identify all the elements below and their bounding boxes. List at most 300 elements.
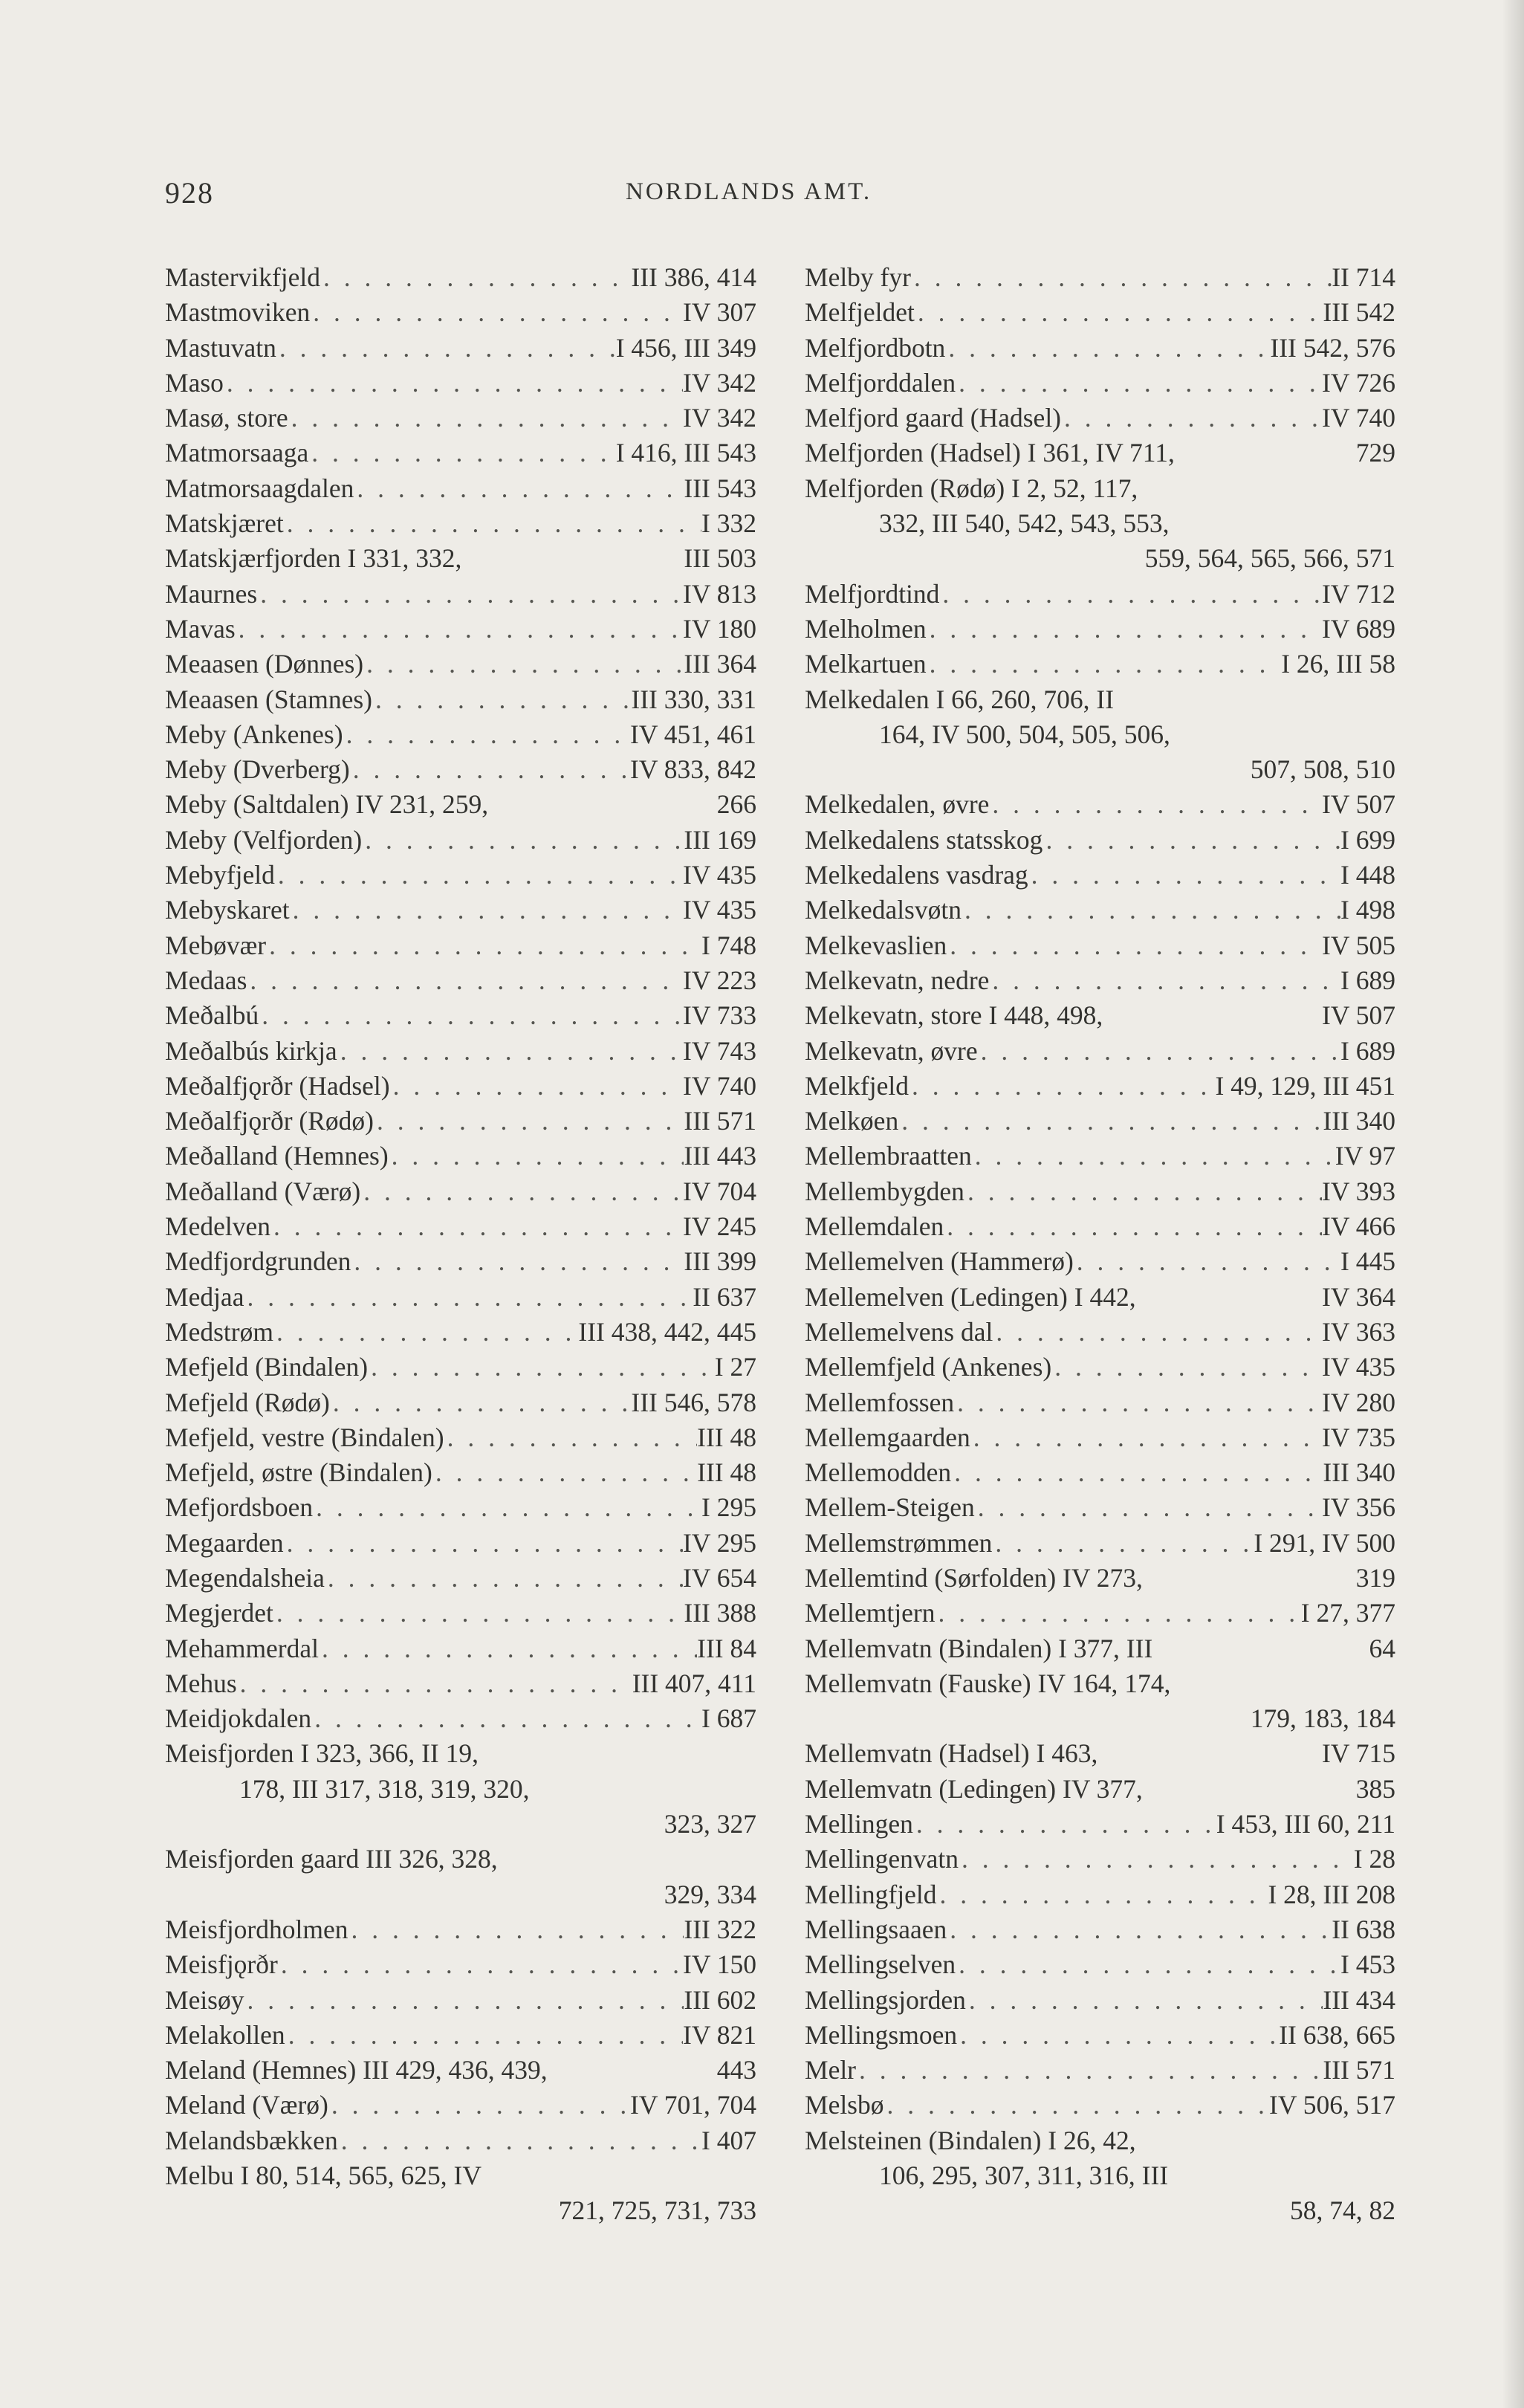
entry-name: Meby (Ankenes) — [165, 719, 343, 749]
entry-references: III 84 — [697, 1633, 756, 1663]
entry-line — [165, 647, 756, 682]
dot-leader — [898, 1104, 1323, 1139]
entry-name: Melholmen — [805, 613, 927, 644]
entry-references: I 456, III 349 — [615, 332, 756, 363]
entry-line — [805, 1420, 1395, 1455]
entry-name: Mellingenvatn — [805, 1844, 959, 1874]
index-entry — [805, 260, 1395, 295]
entry-name: Mebøvær — [165, 930, 267, 960]
dot-leader — [360, 1174, 683, 1209]
entry-continuation-right: 559, 564, 565, 566, 571 — [1144, 543, 1395, 574]
entry-name: Melkevatn, store I 448, 498, — [805, 1000, 1103, 1031]
index-entry — [805, 1209, 1395, 1244]
dot-leader — [244, 1983, 684, 2018]
entry-line — [805, 893, 1395, 928]
index-entry — [805, 1561, 1395, 1596]
index-entry — [165, 436, 756, 470]
page-header — [165, 175, 1395, 213]
entry-line — [805, 1736, 1395, 1771]
dot-leader — [257, 577, 683, 612]
entry-line — [165, 331, 756, 366]
index-entry — [805, 1842, 1395, 1877]
dot-leader — [956, 1947, 1340, 1982]
dot-leader — [936, 1877, 1268, 1912]
entry-line — [165, 717, 756, 752]
index-entry — [165, 1455, 756, 1490]
entry-references: III 388 — [684, 1598, 756, 1628]
dot-leader — [354, 471, 684, 506]
index-entry — [165, 260, 756, 295]
entry-name: Mellemvatn (Bindalen) I 377, III — [805, 1633, 1153, 1663]
index-entry — [805, 1947, 1395, 1982]
index-entry — [165, 1209, 756, 1244]
index-entry — [165, 1947, 756, 1982]
entry-references: IV 712 — [1322, 578, 1395, 609]
dot-leader — [236, 612, 683, 647]
dot-leader — [374, 1104, 684, 1139]
dot-leader — [992, 1526, 1254, 1561]
index-entry — [805, 295, 1395, 330]
entry-name: Meðalland (Værø) — [165, 1176, 361, 1206]
entry-name: Meisøy — [165, 1984, 244, 2015]
index-entry — [165, 1912, 756, 1947]
entry-name: Mehus — [165, 1668, 237, 1698]
entry-name: Mellembygden — [805, 1176, 964, 1206]
entry-name: Meðalland (Hemnes) — [165, 1141, 389, 1171]
entry-name: Megjerdet — [165, 1598, 273, 1628]
entry-line — [805, 1772, 1395, 1807]
entry-name: Mellingsmoen — [805, 2019, 958, 2050]
entry-line — [805, 823, 1395, 858]
entry-references: IV 466 — [1322, 1211, 1395, 1242]
index-entry — [165, 1034, 756, 1069]
entry-line — [165, 1139, 756, 1174]
index-entry — [805, 1807, 1395, 1842]
dot-leader — [337, 1034, 683, 1069]
dot-leader — [939, 577, 1322, 612]
dot-leader — [1051, 1350, 1322, 1385]
entry-references: III 407, 411 — [632, 1668, 756, 1698]
index-column-right — [805, 260, 1395, 2229]
entry-line — [805, 1877, 1395, 1912]
dot-leader — [1028, 858, 1340, 893]
index-entry — [165, 1842, 756, 1912]
entry-name: Meisfjorden I 323, 366, II 19, — [165, 1738, 479, 1769]
entry-continuation-right: 721, 725, 731, 733 — [558, 2195, 756, 2226]
index-entry — [805, 1912, 1395, 1947]
entry-name: Mefjeld, vestre (Bindalen) — [165, 1422, 444, 1452]
entry-references: IV 833, 842 — [630, 754, 756, 785]
entry-line — [805, 1209, 1395, 1244]
entry-references: IV 435 — [683, 860, 756, 890]
entry-line — [165, 682, 756, 717]
dot-leader — [1074, 1244, 1340, 1279]
entry-line — [165, 787, 756, 822]
index-entry — [805, 331, 1395, 366]
entry-references: III 386, 414 — [631, 262, 756, 292]
entry-line — [165, 1736, 756, 1771]
entry-references: IV 813 — [683, 578, 756, 609]
dot-leader — [320, 260, 631, 295]
entry-name: Maurnes — [165, 578, 258, 609]
entry-references: I 28 — [1353, 1844, 1395, 1874]
entry-references: I 27 — [714, 1352, 756, 1382]
entry-name: Maso — [165, 367, 224, 398]
index-entry — [165, 1139, 756, 1174]
entry-name: Megaarden — [165, 1527, 284, 1558]
entry-line — [805, 1385, 1395, 1420]
dot-leader — [947, 928, 1322, 963]
entry-references: IV 280 — [1322, 1387, 1395, 1417]
entry-name: Mellembraatten — [805, 1141, 972, 1171]
dot-leader — [993, 1315, 1322, 1350]
entry-references: 319 — [1355, 1562, 1395, 1593]
index-entry — [805, 823, 1395, 858]
index-entry — [805, 612, 1395, 647]
entry-name: Melby fyr — [805, 262, 911, 292]
entry-line — [805, 1174, 1395, 1209]
index-entry — [805, 858, 1395, 893]
index-entry — [165, 1244, 756, 1279]
entry-line — [165, 1280, 756, 1315]
entry-line — [805, 998, 1395, 1033]
entry-name: Mellemfossen — [805, 1387, 955, 1417]
entry-references: I 689 — [1340, 1035, 1395, 1066]
entry-name: Medjaa — [165, 1281, 244, 1312]
entry-references: III 330, 331 — [631, 684, 756, 714]
entry-line — [165, 1174, 756, 1209]
index-entry — [805, 928, 1395, 963]
entry-name: Meland (Hemnes) III 429, 436, 439, — [165, 2055, 548, 2085]
entry-line — [805, 1983, 1395, 2018]
entry-name: Melr — [805, 2055, 857, 2085]
entry-references: III 434 — [1323, 1984, 1395, 2015]
entry-line — [165, 928, 756, 963]
index-entry — [165, 682, 756, 717]
entry-line — [165, 1455, 756, 1490]
dot-leader — [975, 1490, 1322, 1525]
index-entry — [165, 963, 756, 998]
entry-references: IV 704 — [683, 1176, 756, 1206]
entry-name: Mellemvatn (Ledingen) IV 377, — [805, 1773, 1143, 1804]
dot-leader — [856, 2053, 1323, 2088]
index-entry — [805, 401, 1395, 436]
entry-references: IV 342 — [683, 403, 756, 433]
entry-continuation-right: 329, 334 — [664, 1879, 756, 1909]
index-entry — [165, 577, 756, 612]
dot-leader — [237, 1666, 632, 1701]
index-entry — [165, 2088, 756, 2123]
entry-references: I 445 — [1340, 1246, 1395, 1277]
entry-references: I 453 — [1340, 1949, 1395, 1980]
dot-leader — [273, 1315, 578, 1350]
entry-line — [805, 1490, 1395, 1525]
entry-references: I 28, III 208 — [1268, 1879, 1395, 1909]
dot-leader — [310, 295, 683, 330]
entry-name: Mellingsjorden — [805, 1984, 966, 2015]
dot-leader — [1061, 401, 1322, 436]
entry-name: Melakollen — [165, 2019, 285, 2050]
index-entry — [165, 1631, 756, 1666]
entry-line — [805, 260, 1395, 295]
entry-name: Mellemelven (Hammerø) — [805, 1246, 1074, 1277]
entry-continuation: 164, IV 500, 504, 505, 506, — [879, 719, 1170, 749]
index-column-left — [165, 260, 756, 2229]
entry-name: Melfjeldet — [805, 297, 915, 328]
index-entry — [165, 471, 756, 506]
page-edge-shadow — [1502, 0, 1524, 2408]
entry-line — [165, 366, 756, 401]
entry-name: Meaasen (Stamnes) — [165, 684, 372, 714]
entry-name: Melkedalen, øvre — [805, 789, 990, 820]
entry-references: I 27, 377 — [1300, 1598, 1395, 1628]
entry-references: I 26, III 58 — [1281, 649, 1395, 679]
entry-line — [805, 2018, 1395, 2053]
entry-references: IV 506, 517 — [1269, 2090, 1395, 2120]
entry-name: Meby (Velfjorden) — [165, 824, 363, 855]
entry-name: Medaas — [165, 965, 247, 995]
entry-line — [165, 1842, 756, 1877]
entry-references: IV 180 — [683, 613, 756, 644]
entry-references: III 364 — [684, 649, 756, 679]
entry-name: Melkedalen I 66, 260, 706, II — [805, 684, 1115, 714]
entry-name: Mellingselven — [805, 1949, 956, 1980]
entry-line — [165, 471, 756, 506]
entry-line — [805, 858, 1395, 893]
dot-leader — [1043, 823, 1340, 858]
entry-references: III 340 — [1323, 1106, 1395, 1136]
entry-name: Mellingen — [805, 1809, 913, 1839]
entry-line — [165, 823, 756, 858]
entry-line — [165, 1420, 756, 1455]
dot-leader — [288, 401, 683, 436]
entry-line — [805, 1596, 1395, 1631]
entry-line — [805, 1104, 1395, 1139]
dot-leader — [368, 1350, 715, 1385]
entry-references: I 416, III 543 — [615, 438, 756, 468]
entry-name: Mellemtind (Sørfolden) IV 273, — [805, 1562, 1143, 1593]
entry-line — [165, 998, 756, 1033]
entry-line — [805, 1631, 1395, 1666]
entry-name: Meisfjordholmen — [165, 1914, 348, 1944]
entry-name: Meby (Dverberg) — [165, 754, 350, 785]
dot-leader — [970, 1420, 1322, 1455]
entry-line — [805, 1807, 1395, 1842]
entry-line — [165, 506, 756, 541]
dot-leader — [957, 2018, 1279, 2053]
dot-leader — [966, 1983, 1323, 2018]
entry-line — [165, 1983, 756, 2018]
entry-line — [805, 577, 1395, 612]
index-entry — [165, 823, 756, 858]
entry-references: 266 — [716, 789, 756, 820]
entry-line — [805, 1069, 1395, 1104]
entry-continuation-right: 507, 508, 510 — [1250, 754, 1395, 785]
index-entry — [165, 1561, 756, 1596]
entry-references: III 322 — [684, 1914, 756, 1944]
entry-name: Melandsbækken — [165, 2125, 338, 2155]
entry-line — [165, 295, 756, 330]
dot-leader — [927, 612, 1322, 647]
entry-name: Masø, store — [165, 403, 288, 433]
entry-line — [165, 2018, 756, 2053]
entry-references: IV 701, 704 — [630, 2090, 756, 2120]
index-entry — [165, 2053, 756, 2088]
entry-references: III 602 — [684, 1984, 756, 2015]
index-entry — [805, 963, 1395, 998]
entry-references: IV 733 — [683, 1000, 756, 1031]
entry-line — [805, 436, 1395, 470]
index-entry — [165, 1420, 756, 1455]
index-entry — [805, 1736, 1395, 1771]
entry-line — [165, 1315, 756, 1350]
entry-references: IV 715 — [1322, 1738, 1395, 1769]
entry-references: IV 726 — [1322, 367, 1395, 398]
index-entry — [805, 1385, 1395, 1420]
dot-leader — [945, 331, 1270, 366]
entry-name: Melkedalens statsskog — [805, 824, 1043, 855]
entry-line — [165, 893, 756, 928]
dot-leader — [338, 2123, 701, 2158]
entry-references: II 714 — [1332, 262, 1395, 292]
index-entry — [165, 858, 756, 893]
dot-leader — [285, 2018, 683, 2053]
entry-name: Mefjeld, østre (Bindalen) — [165, 1457, 432, 1488]
dot-leader — [351, 1244, 684, 1279]
entry-references: II 637 — [693, 1281, 756, 1312]
entry-name: Melsteinen (Bindalen) I 26, 42, — [805, 2125, 1136, 2155]
entry-name: Mebyfjeld — [165, 860, 275, 890]
entry-line — [805, 787, 1395, 822]
index-entry — [165, 1315, 756, 1350]
entry-line — [805, 366, 1395, 401]
entry-references: IV 364 — [1322, 1281, 1395, 1312]
entry-references: IV 507 — [1322, 1000, 1395, 1031]
entry-references: I 407 — [701, 2125, 756, 2155]
entry-name: Melkevatn, øvre — [805, 1035, 978, 1066]
dot-leader — [273, 1596, 684, 1631]
entry-line — [165, 858, 756, 893]
index-entry — [805, 1877, 1395, 1912]
dot-leader — [935, 1596, 1300, 1631]
entry-references: I 295 — [701, 1492, 756, 1523]
index-entry — [805, 436, 1395, 470]
entry-name: Mellemgaarden — [805, 1422, 970, 1452]
entry-references: III 438, 442, 445 — [578, 1316, 756, 1347]
entry-name: Mellemvatn (Hadsel) I 463, — [805, 1738, 1098, 1769]
index-entry — [165, 2018, 756, 2053]
entry-references: III 503 — [684, 543, 756, 574]
entry-name: Melfjorden (Rødø) I 2, 52, 117, — [805, 473, 1138, 503]
index-entry — [805, 647, 1395, 682]
index-entry — [805, 1772, 1395, 1807]
entry-line — [165, 1209, 756, 1244]
entry-references: III 543 — [684, 473, 756, 503]
entry-name: Meisfjǫrðr — [165, 1949, 278, 1980]
index-entry — [165, 1385, 756, 1420]
index-entry — [165, 787, 756, 822]
dot-leader — [319, 1631, 697, 1666]
entry-name: Meðalbús kirkja — [165, 1035, 337, 1066]
entry-line — [805, 1280, 1395, 1315]
entry-continuation-right: 58, 74, 82 — [1290, 2195, 1395, 2226]
dot-leader — [362, 823, 684, 858]
entry-references: I 689 — [1340, 965, 1395, 995]
index-entry — [165, 366, 756, 401]
entry-references: IV 654 — [683, 1562, 756, 1593]
index-entry — [805, 893, 1395, 928]
entry-name: Matskjæret — [165, 508, 284, 539]
entry-name: Mellemelvens dal — [805, 1316, 993, 1347]
entry-name: Melfjordbotn — [805, 332, 946, 363]
index-entry — [165, 1490, 756, 1525]
entry-name: Meðalfjǫrðr (Hadsel) — [165, 1070, 390, 1101]
index-entry — [805, 2018, 1395, 2053]
index-entry — [165, 998, 756, 1033]
entry-continuation: 332, III 540, 542, 543, 553, — [879, 508, 1170, 539]
dot-leader — [311, 1701, 701, 1736]
dot-leader — [989, 787, 1322, 822]
dot-leader — [972, 1139, 1335, 1174]
dot-leader — [989, 963, 1340, 998]
entry-line — [165, 1912, 756, 1947]
entry-line — [805, 1842, 1395, 1877]
index-entry — [165, 893, 756, 928]
entry-line — [805, 1455, 1395, 1490]
dot-leader — [964, 1174, 1322, 1209]
entry-references: IV 740 — [683, 1070, 756, 1101]
entry-references: III 443 — [684, 1141, 756, 1171]
dot-leader — [330, 1385, 632, 1420]
entry-references: III 571 — [1323, 2055, 1395, 2085]
entry-name: Megendalsheia — [165, 1562, 325, 1593]
index-entry — [165, 2123, 756, 2158]
entry-references: I 687 — [701, 1703, 756, 1734]
entry-references: I 699 — [1340, 824, 1395, 855]
entry-continuation-right: 323, 327 — [664, 1809, 756, 1839]
entry-line — [165, 2088, 756, 2123]
dot-leader — [290, 893, 683, 928]
dot-leader — [951, 1455, 1323, 1490]
index-entry — [805, 577, 1395, 612]
index-entry — [165, 612, 756, 647]
entry-references: III 542 — [1323, 297, 1395, 328]
entry-name: Mastmoviken — [165, 297, 311, 328]
dot-leader — [343, 717, 630, 752]
index-entry — [165, 1596, 756, 1631]
entry-line — [165, 1034, 756, 1069]
entry-name: Melkfjeld — [805, 1070, 909, 1101]
entry-line — [805, 2123, 1395, 2158]
dot-leader — [884, 2088, 1270, 2123]
entry-name: Melfjord gaard (Hadsel) — [805, 403, 1061, 433]
entry-references: III 546, 578 — [631, 1387, 756, 1417]
entry-line — [165, 260, 756, 295]
index-entry — [165, 506, 756, 541]
entry-line — [805, 1034, 1395, 1069]
index-entry — [805, 998, 1395, 1033]
index-entry — [165, 1526, 756, 1561]
entry-name: Meidjokdalen — [165, 1703, 312, 1734]
entry-line — [805, 1139, 1395, 1174]
entry-references: IV 507 — [1322, 789, 1395, 820]
entry-line — [805, 471, 1395, 506]
dot-leader — [313, 1490, 701, 1525]
index-entry — [805, 1526, 1395, 1561]
entry-references: III 340 — [1323, 1457, 1395, 1488]
entry-references: I 748 — [701, 930, 756, 960]
dot-leader — [962, 893, 1340, 928]
